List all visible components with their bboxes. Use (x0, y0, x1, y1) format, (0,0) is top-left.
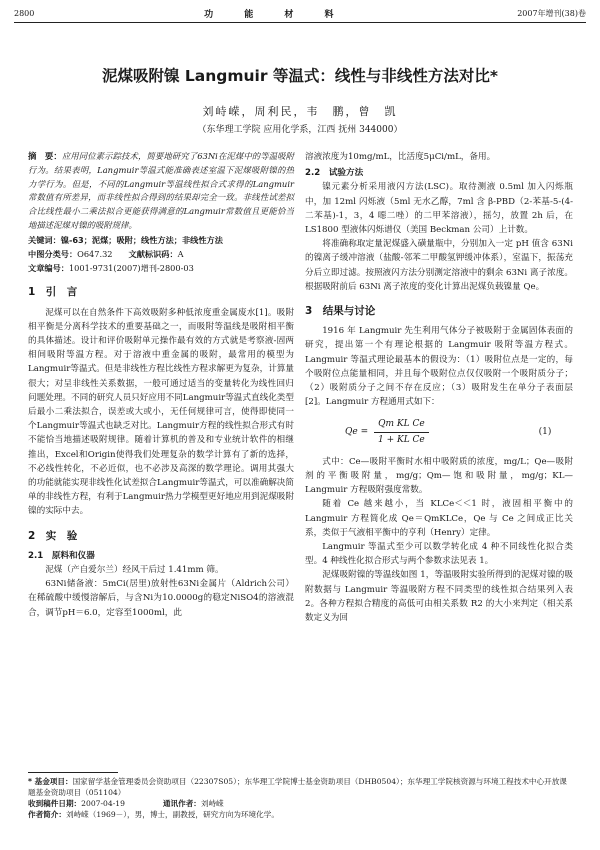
doc-code-item (129, 247, 192, 261)
equation-numerator: Qm KL Ce (374, 417, 429, 432)
left-column (28, 150, 294, 620)
doc-code-label: 文献标识码： (128, 248, 178, 259)
received-date: 2007-04-19 (81, 799, 125, 808)
running-header (14, 6, 586, 20)
bio-text: 刘峙嵘（1969－），男，博士，副教授，研究方向为环境化学。 (65, 810, 279, 819)
abstract (28, 150, 294, 233)
article-number-row (28, 261, 294, 275)
doc-code-value: A (177, 248, 184, 259)
section-heading-intro: 1 引 言 (28, 286, 78, 299)
dates-footnote (28, 798, 574, 809)
clc-value: O647.32 (77, 248, 113, 259)
fund-label: * 基金项目： (28, 777, 73, 786)
header-rule (14, 22, 586, 23)
equation-number: (1) (538, 427, 552, 438)
fund-footnote (28, 776, 574, 798)
classification-row (28, 247, 294, 261)
materials-paragraph-1: 泥煤（产自爱尔兰）经风干后过 1.41mm 筛。 (45, 565, 224, 576)
corresp-author: 刘峙嵘 (200, 799, 224, 808)
keywords-text: 镍-63；泥煤；吸附；线性方法；非线性方法 (60, 234, 223, 245)
equation-lhs: Qe = (345, 427, 369, 438)
bio-label: 作者简介： (28, 810, 66, 819)
corresp-label: 通讯作者： (162, 799, 201, 808)
affiliation: （东华理工学院 应用化学系，江西 抚州 344000） (197, 125, 403, 135)
right-column (305, 150, 573, 625)
received-label: 收到稿件日期： (28, 799, 82, 808)
langmuir-equation (345, 417, 573, 446)
results-paragraph-4: Langmuir 等温式至少可以数学转化成 4 种不同线性化拟合类型。4 种线性化拟合形式与两个参数求法见表 1。 (305, 542, 573, 567)
page-number: 2800 (14, 8, 35, 18)
keywords (28, 233, 294, 247)
footnote-rule (28, 772, 118, 773)
subsection-heading-method: 2.2 试验方法 (305, 168, 364, 179)
method-paragraph-1: 镍元素分析采用液闪方法(LSC)。取待测液 0.5ml 加入闪烁瓶中，加 12ml 闪烁液（5ml 无水乙醇，7ml 含 β-PBD（2-苯基-5-(4-二苯基)-1，3，4 噁二唑）的二甲苯溶液），摇匀，放置 2h 后，在 LS1800 型液体闪烁谱仪（美国 Beckman 公司）上计数。 (305, 182, 573, 236)
equation-fraction (374, 417, 429, 446)
results-paragraph-1: 1916 年 Langmuir 先生利用气体分子被吸附于金属固体表面的研究，提出第一个有理论根据的 Langmuir 吸附等温方程式。Langmuir 等温式理论最基本的假设为：（1）吸附位点是一定的，每个吸附位点能量相同，并且每个吸附位点仅仅吸附一个吸附质分子；（2）吸附质分子之间不存在反应；（3）吸附发生在单分子表面层[2]。Langmuir 方程通用式如下： (305, 326, 573, 408)
article-no-value: 1001-9731(2007)增刊-2800-03 (68, 263, 194, 274)
clc-label: 中图分类号： (28, 248, 78, 259)
results-paragraph-2: 式中：Ce—吸附平衡时水相中吸附质的浓度，mg/L；Qe—吸附剂的平衡吸附量，mg/g；Qm—饱和吸附量，mg/g；KL—Langmuir 方程吸附强度常数。 (305, 456, 573, 496)
materials-paragraph-3: 溶液浓度为10mg/mL，比活度5μCi/mL，备用。 (305, 152, 496, 162)
subsection-heading-materials: 2.1 原料和仪器 (28, 550, 95, 561)
bio-footnote (28, 809, 574, 820)
author-list: 刘峙嵘，周利民，韦 鹏，曾 凯 (202, 105, 398, 118)
intro-paragraph: 泥煤可以在自然条件下高效吸附多种低浓度重金属废水[1]。吸附相平衡是分离科学技术的重要基础之一，而吸附等温线是吸附相平衡的具体描述。设计和评价吸附单元操作最有效的方式就是考察液-固两相间吸附等温方程。对于溶液中重金属的吸附，最常用的模型为Langmuir等温式。但是非线性方程比线性方程求解更为复杂，计算量很大；对呈非线性关系数据，一般可通过适当的变量转化为线性回归问题处理。不同的研究人员只好应用不同Langmuir等温式直线化类型后最小二乘法拟合，误差或大或小，无任何规律可言，使得即使同一个Langmuir等温式也缺乏对比。Langmuir方程的线性拟合形式有时不能恰当地描述吸附规律。随着计算机的普及和专业统计软件的相继推出，Excel和Origin使得我们处理复杂的数学计算有了新的选择，不必线性转化，不必近似，也不必涉及高深的数学理论。调用其强大的功能就能实现非线性化试差拟合Langmuir等温式，可以准确解决简单的非线性方程，有利于Langmuir热力学模型更好地应用到泥煤吸附镍的实际中去。 (28, 307, 294, 517)
materials-paragraph-2: 63Ni储备液：5mCi(居里)放射性63Ni金属片（Aldrich公司）在稀硫酸中缓慢溶解后，与含Ni为10.0000g的稳定NiSO4的溶液混合，调节pH＝6.0，定容至1000ml，此 (28, 579, 294, 618)
results-paragraph-3: 随着 Ce 越来越小，当 KLCe＜＜1 时，液固相平衡中的 Langmuir 方程简化成 Qe＝QmKLCe，Qe 与 Ce 之间成正比关系，类似于气液相平衡中的亨利（Henry）定律。 (305, 499, 573, 538)
article-no-label: 文章编号： (28, 263, 69, 274)
paper-title: 泥煤吸附镍 Langmuir 等温式：线性与非线性方法对比* (101, 67, 498, 85)
results-paragraph-5: 泥煤吸附镍的等温线如图 1，等温吸附实验所得到的泥煤对镍的吸附数据与 Langmuir 等温吸附方程不同类型的线性拟合结果列入表 2。各种方程拟合精度的高低可由相关系数 R2 的大小来判定（相关系数定义为回 (305, 570, 573, 624)
abstract-text: 应用同位素示踪技术，简要地研究了63Ni在泥煤中的等温吸附行为。结果表明，Langmuir等温式能准确表述室温下泥煤吸附镍的热力学行为。但是，不同的Langmuir等温线性拟合式求得的Langmuir常数值有所差异，而非线性拟合得到的结果却完全一致。非线性试差拟合比线性最小二乘法拟合更能获得满意的Langmuir常数值且更能恰当地描述泥煤对镍的吸附规律。 (28, 151, 294, 230)
clc-item (28, 247, 121, 261)
section-heading-experiment: 2 实 验 (28, 529, 78, 542)
abstract-label: 摘 要： (28, 151, 62, 161)
journal-name: 功 能 材 料 (204, 9, 348, 20)
footnotes (28, 776, 574, 820)
keywords-label: 关键词： (28, 234, 61, 245)
method-paragraph-2: 将准确称取定量泥煤盛入磺量瓶中，分别加入一定 pH 值含 63Ni 的镍离子缓冲溶液（盐酸-邻苯二甲酸氢钾缓冲体系），室温下，振荡充分后立即过滤。按照液闪方法分别测定溶液中的剩余 63Ni 离子浓度。根据吸附前后 63Ni 离子浓度的变化计算出泥煤负载镍量 Qe。 (305, 239, 573, 292)
equation-denominator: 1 + KL Ce (378, 434, 425, 445)
fund-text: 国家留学基金管理委员会资助项目（22307S05）；东华理工学院博士基金资助项目（DHB0504）；东华理工学院核资源与环境工程技术中心开放课题基金资助项目（051104） (28, 777, 567, 797)
section-heading-results: 3 结果与讨论 (305, 305, 376, 318)
issue-info: 2007年增刊(38)卷 (517, 8, 586, 18)
